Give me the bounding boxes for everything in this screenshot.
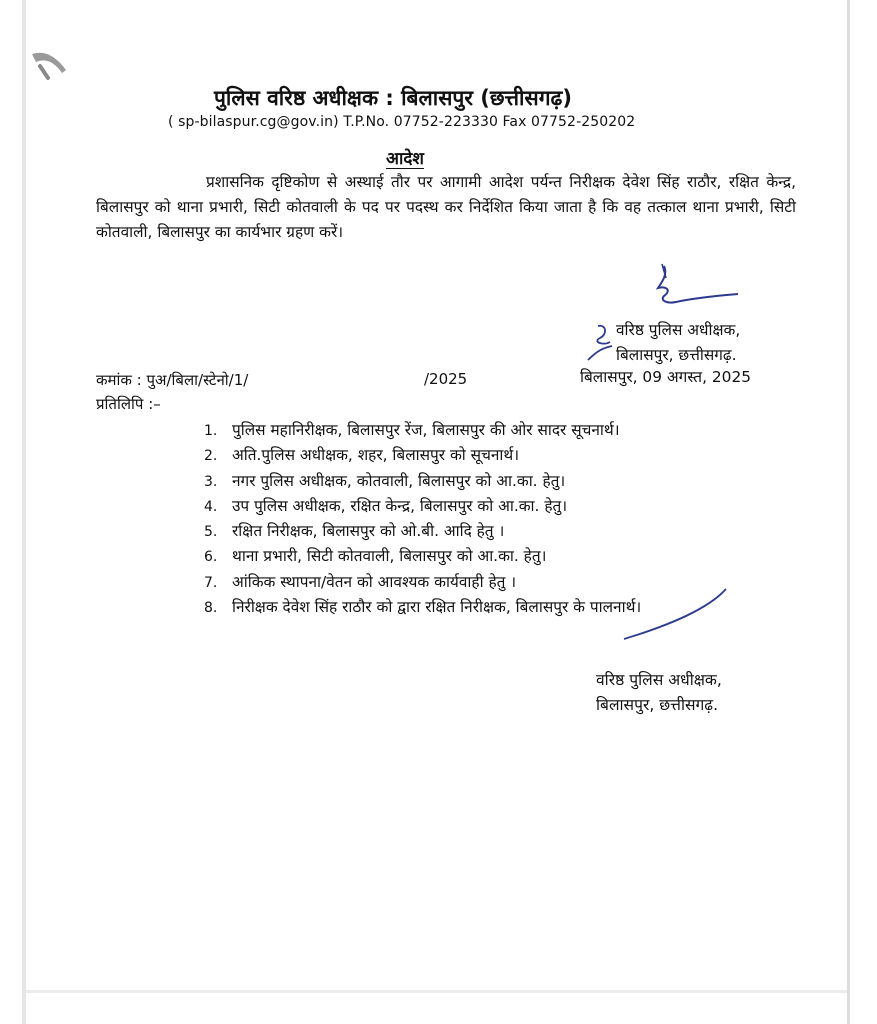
list-item-text: नगर पुलिस अधीक्षक, कोतवाली, बिलासपुर को आ.का. हेतु। bbox=[232, 471, 566, 490]
list-item-text: रक्षित निरीक्षक, बिलासपुर को ओ.बी. आदि हेतु । bbox=[232, 522, 505, 541]
signatory-location: बिलासपुर, छत्तीसगढ़. bbox=[616, 346, 737, 364]
list-item bbox=[204, 494, 641, 519]
copy-to-label: प्रतिलिपि :– bbox=[96, 395, 161, 413]
list-item-number: 7. bbox=[204, 574, 218, 591]
list-item bbox=[204, 570, 641, 595]
signatory-title: वरिष्ठ पुलिस अधीक्षक, bbox=[596, 671, 722, 689]
list-item-number: 2. bbox=[204, 448, 218, 465]
reference-number: कमांक : पुअ/बिला/स्टेनो/1/ bbox=[96, 371, 249, 389]
list-item-text: थाना प्रभारी, सिटी कोतवाली, बिलासपुर को आ.का. हेतु। bbox=[232, 547, 547, 566]
scan-edge-bottom bbox=[26, 990, 847, 993]
list-item bbox=[204, 595, 641, 620]
order-body: प्रशासनिक दृष्टिकोण से अस्थाई तौर पर आगामी आदेश पर्यन्त निरीक्षक देवेश सिंह राठौर, रक्षित केन्द्र, बिलासपुर को थाना प्रभारी, सिटी कोतवाली के पद पर पदस्थ कर निर्देशित किया जाता है कि वह तत्काल थाना प्रभारी, सिटी कोतवाली, बिलासपुर का कार्यभार ग्रहण करें। bbox=[96, 173, 796, 241]
list-item-text: निरीक्षक देवेश सिंह राठौर को द्वारा रक्षित निरीक्षक, बिलासपुर के पालनार्थ। bbox=[232, 598, 642, 617]
list-item-number: 6. bbox=[204, 549, 218, 566]
signature-main bbox=[654, 260, 744, 320]
signatory-block-top bbox=[616, 318, 740, 368]
list-item-text: उप पुलिस अधीक्षक, रक्षित केन्द्र, बिलासपुर को आ.का. हेतु। bbox=[232, 496, 568, 515]
list-item-number: 1. bbox=[204, 423, 218, 439]
list-item-number: 5. bbox=[204, 524, 218, 541]
order-date: बिलासपुर, 09 अगस्त, 2025 bbox=[580, 368, 752, 386]
signature-stroke-bottom bbox=[618, 585, 738, 645]
list-item bbox=[204, 544, 641, 569]
list-item bbox=[204, 443, 641, 468]
signatory-title: वरिष्ठ पुलिस अधीक्षक, bbox=[616, 321, 741, 339]
list-item bbox=[204, 418, 641, 443]
list-item bbox=[204, 519, 641, 544]
signatory-location: बिलासपुर, छत्तीसगढ़. bbox=[596, 696, 719, 714]
scan-edge-right bbox=[847, 0, 850, 1024]
scan-edge-left bbox=[22, 0, 26, 1024]
list-item-number: 3. bbox=[204, 473, 218, 490]
list-item bbox=[204, 469, 641, 494]
list-item-text: आंकिक स्थापना/वेतन को आवश्यक कार्यवाही हेतु । bbox=[232, 572, 517, 591]
staple-pin-icon bbox=[28, 44, 72, 84]
copy-recipient-list bbox=[204, 418, 641, 620]
reference-year: /2025 bbox=[424, 370, 468, 388]
signatory-block-bottom bbox=[596, 668, 722, 718]
list-item-number: 4. bbox=[204, 498, 218, 515]
office-title: पुलिस वरिष्ठ अधीक्षक : बिलासपुर (छत्तीसगढ़) bbox=[214, 86, 572, 110]
list-item-number: 8. bbox=[204, 600, 218, 617]
list-item-text: पुलिस महानिरीक्षक, बिलासपुर रेंज, बिलासपुर की ओर सादर सूचनार्थ। bbox=[232, 421, 620, 439]
order-heading: आदेश bbox=[386, 149, 424, 169]
office-contact: ( sp-bilaspur.cg@gov.in) T.P.No. 07752-223330 Fax 07752-250202 bbox=[168, 114, 636, 130]
list-item-text: अति.पुलिस अधीक्षक, शहर, बिलासपुर को सूचनार्थ। bbox=[232, 446, 520, 465]
